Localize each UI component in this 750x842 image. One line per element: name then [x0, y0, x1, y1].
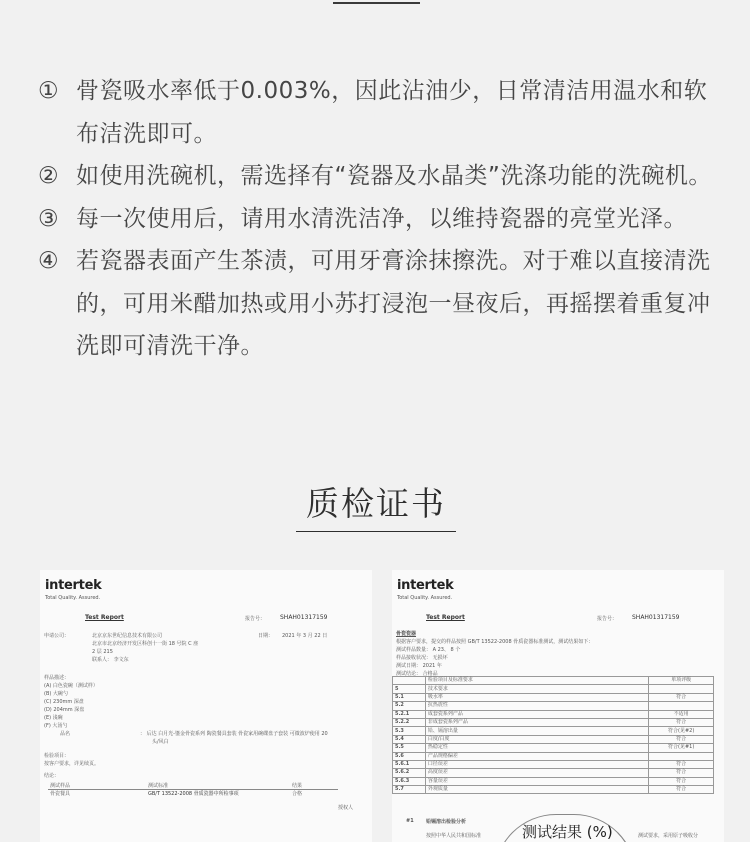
title-underline	[296, 531, 456, 532]
row-result: 合格	[292, 791, 303, 797]
top-divider	[333, 2, 420, 4]
clause-result	[649, 685, 714, 693]
applicant-address: 北京市北京经济开发区科创十一街 18 号院 C 座	[92, 641, 199, 647]
table-header-row	[393, 677, 714, 685]
table-row	[393, 769, 714, 777]
sample-item: (B) 大碗勺	[44, 691, 68, 697]
care-item-number: ②	[38, 163, 60, 189]
care-item-number: ①	[38, 78, 60, 104]
test-report-page-1	[40, 570, 372, 842]
clause-result: 不适用	[649, 710, 714, 718]
clause-no: 5.6.3	[393, 777, 426, 785]
care-instructions	[38, 70, 728, 368]
clause-no: 5.6	[393, 752, 426, 760]
table-row	[393, 718, 714, 726]
report-number-label: 报告号：	[245, 616, 266, 622]
clause-item: 热稳定性	[425, 744, 648, 752]
product-description: ： 后达 白月光-鎏金骨瓷系列 陶瓷餐具套装 骨瓷家用碗碟盘子套装 可微波炉使用 20	[140, 731, 328, 737]
logo-tagline: Total Quality. Assured.	[45, 595, 101, 601]
table-row	[393, 752, 714, 760]
footnote-text: 测试要求，采用原子吸收分	[638, 833, 699, 839]
clause-no: 5	[393, 685, 426, 693]
clause-no: 5.4	[393, 735, 426, 743]
intertek-logo: intertek	[397, 578, 454, 593]
sample-item: (E) 浅碗	[44, 715, 63, 721]
clause-no: 5.5	[393, 744, 426, 752]
care-item	[38, 198, 728, 241]
clause-no: 5.7	[393, 786, 426, 794]
sample-item: (F) 大汤勺	[44, 723, 68, 729]
table-row	[393, 786, 714, 794]
clause-result	[649, 752, 714, 760]
clause-result: 符合	[649, 760, 714, 768]
clause-no: 5.2.1	[393, 710, 426, 718]
table-row	[393, 693, 714, 701]
clause-item: 高度误差	[425, 769, 648, 777]
product-label: 品名	[60, 731, 71, 737]
clause-result: 符合	[649, 735, 714, 743]
applicant-address-2: 2 层 215	[92, 649, 113, 655]
test-requirement: 按客户要求，详见续页。	[44, 761, 100, 767]
table-row	[393, 702, 714, 710]
clause-item: 非成套瓷系列产品	[425, 718, 648, 726]
report-number-label: 报告号：	[597, 616, 618, 622]
table-header-cell: 检验项目及标准要求	[425, 677, 648, 685]
report-line: 测试结论： 合格品	[396, 671, 438, 677]
report-heading: Test Report	[85, 614, 124, 621]
care-item-number: ③	[38, 205, 60, 232]
footnote-title: 铅镉溶出检验分析	[426, 819, 467, 825]
clause-no: 5.6.1	[393, 760, 426, 768]
sample-item: (D) 204mm 深盘	[44, 707, 85, 713]
test-requirement-label: 检验项目：	[44, 753, 70, 759]
sample-item: (A) 白色瓷碗（测试样）	[44, 683, 98, 689]
clause-result: 符合(见#2)	[649, 727, 714, 735]
table-row	[393, 710, 714, 718]
clause-item: 白度/白度	[425, 735, 648, 743]
clause-result: 符合	[649, 769, 714, 777]
table-row	[393, 777, 714, 785]
row-standard: GB/T 13522-2008 骨质瓷器中所检事项	[148, 791, 239, 797]
report-line: 根据客户要求，提交的样品按照 GB/T 13522-2008 骨质瓷器标准测试，测试结果如下：	[396, 639, 594, 645]
clause-result: 符合	[649, 693, 714, 701]
clause-no: 5.2	[393, 702, 426, 710]
test-report-page-2	[392, 570, 724, 842]
care-item	[38, 240, 728, 368]
table-row	[393, 727, 714, 735]
intertek-logo: intertek	[45, 578, 102, 593]
care-item	[38, 70, 728, 155]
clause-no: 5.1	[393, 693, 426, 701]
applicant-name: 北京京东世纪信息技术有限公司	[92, 633, 163, 639]
footnote-text: 按照中华人民共和国标准	[426, 833, 482, 839]
quality-certificate-title: 质检证书	[306, 484, 446, 523]
col-header-result: 结果	[292, 783, 303, 789]
clause-item: 外观质量	[425, 786, 648, 794]
care-item	[38, 155, 728, 198]
clause-result	[649, 702, 714, 710]
col-header-item: 测试样品	[50, 783, 71, 789]
care-item-text: 若瓷器表面产生茶渍，可用牙膏涂抹擦洗。对于难以直接清洗的，可用米醋加热或用小苏打浸泡一昼夜后，再摇摆着重复冲洗即可清洗干净。	[76, 248, 711, 359]
table-row	[393, 760, 714, 768]
clause-result: 符合	[649, 786, 714, 794]
section-title: 骨瓷瓷器	[396, 631, 417, 637]
clause-item: 吸水率	[425, 693, 648, 701]
report-number: SHAH01317159	[280, 614, 328, 621]
clause-item: 成套瓷系列产品	[425, 710, 648, 718]
product-description-2: 头/风白	[152, 739, 169, 745]
row-item: 骨瓷餐具	[50, 791, 71, 797]
results-table	[392, 676, 714, 794]
date-label: 日期：	[258, 633, 274, 639]
report-line: 测试日期： 2021 年	[396, 663, 442, 669]
applicant-label: 申请公司：	[44, 633, 70, 639]
footnote-number: #1	[406, 818, 414, 824]
signature-label: 授权人	[338, 805, 354, 811]
clause-result: 符合	[649, 777, 714, 785]
conclusion-label: 结论：	[44, 773, 60, 779]
clause-item: 口径误差	[425, 760, 648, 768]
report-number: SHAH01317159	[632, 614, 680, 621]
clause-item: 容量误差	[425, 777, 648, 785]
clause-result: 符合	[649, 718, 714, 726]
care-item-number: ④	[38, 248, 60, 274]
report-heading: Test Report	[426, 614, 465, 621]
sample-label: 样品描述：	[44, 675, 70, 681]
care-item-text: 骨瓷吸水率低于0.003%，因此沾油少，日常清洁用温水和软布洁洗即可。	[76, 78, 708, 147]
clause-item: 技术要求	[425, 685, 648, 693]
report-line: 测试样品数量： A 23、 8 个	[396, 647, 461, 653]
test-result-badge-label: 测试结果 (%)	[522, 823, 613, 841]
report-date: 2021 年 3 月 22 日	[282, 633, 328, 639]
clause-no: 5.2.2	[393, 718, 426, 726]
clause-item: 铅、镉溶出量	[425, 727, 648, 735]
clause-item: 抗热震性	[425, 702, 648, 710]
clause-no: 5.3	[393, 727, 426, 735]
table-header-cell	[393, 677, 426, 685]
clause-no: 5.6.2	[393, 769, 426, 777]
table-row	[393, 685, 714, 693]
contact-person: 联系人： 李文东	[92, 657, 129, 663]
table-row	[393, 744, 714, 752]
sample-item: (C) 230mm 深盘	[44, 699, 84, 705]
care-item-text: 每一次使用后，请用水清洗洁净，以维持瓷器的亮堂光泽。	[76, 205, 687, 232]
col-header-standard: 测试标准	[148, 783, 169, 789]
table-row	[393, 735, 714, 743]
table-header-cell: 单项评级	[649, 677, 714, 685]
clause-result: 符合(见#1)	[649, 744, 714, 752]
report-line: 样品接收状况： 无损坏	[396, 655, 448, 661]
care-item-text: 如使用洗碗机，需选择有“瓷器及水晶类”洗涤功能的洗碗机。	[76, 163, 712, 189]
clause-item: 产品规格偏差	[425, 752, 648, 760]
logo-tagline: Total Quality. Assured.	[397, 595, 453, 601]
